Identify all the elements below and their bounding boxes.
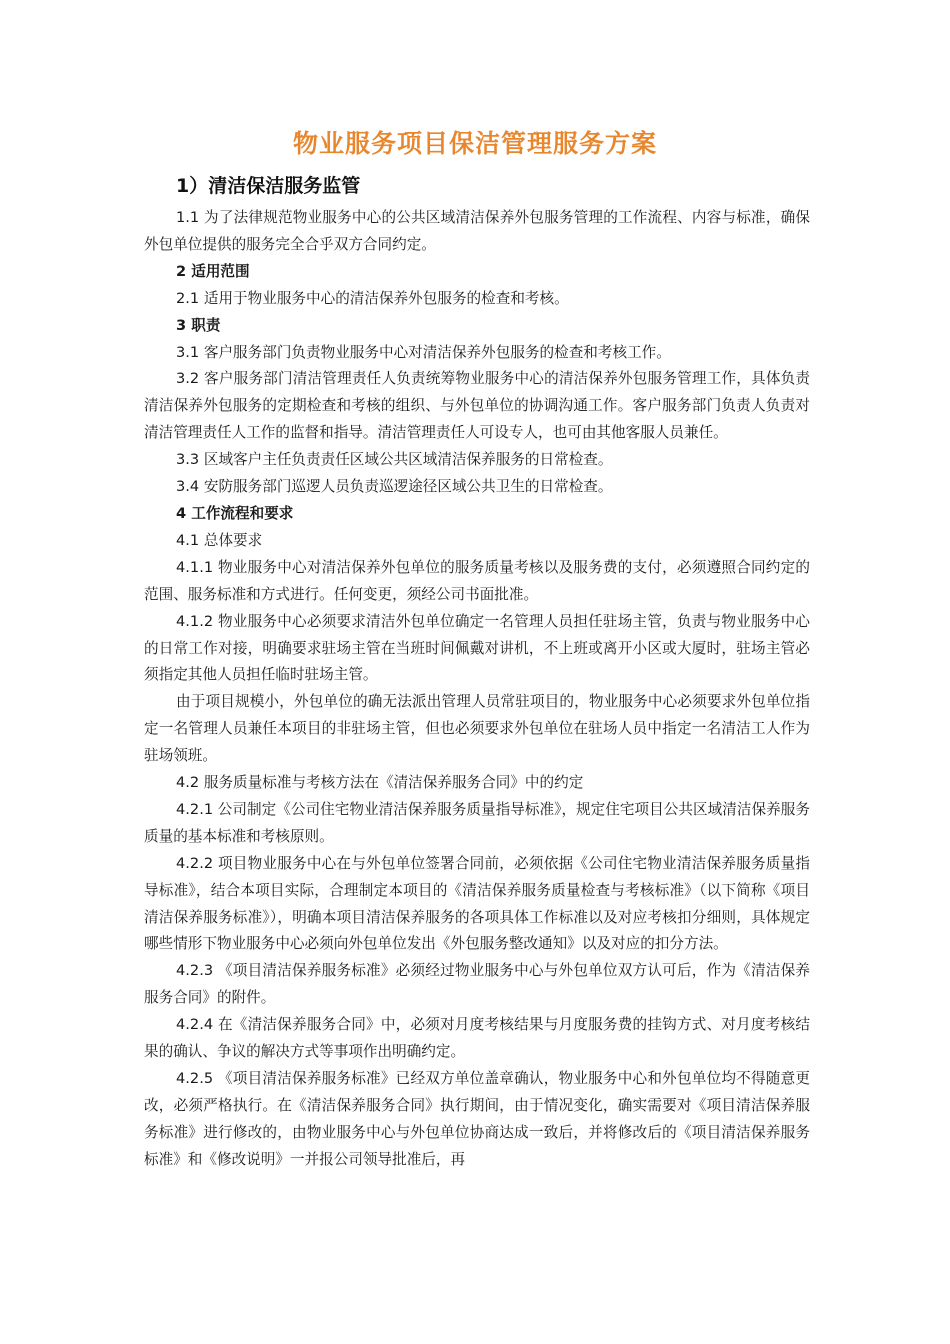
document-title: 物业服务项目保洁管理服务方案 [292,129,657,158]
subsection-heading: 3 职责 [176,316,221,334]
body-paragraph: 1.1 为了法律规范物业服务中心的公共区域清洁保养外包服务管理的工作流程、内容与标准，确保外包单位提供的服务完全合乎双方合同约定。 [144,209,810,253]
body-paragraph: 4.1.1 物业服务中心对清洁保养外包单位的服务质量考核以及服务费的支付，必须遵照合同约定的范围、服务标准和方式进行。任何变更，须经公司书面批准。 [144,558,810,603]
body-paragraph: 3.1 客户服务部门负责物业服务中心对清洁保养外包服务的检查和考核工作。 [176,343,671,361]
document-body [144,205,810,1174]
body-paragraph: 由于项目规模小，外包单位的确无法派出管理人员常驻项目的，物业服务中心必须要求外包单位指定一名管理人员兼任本项目的非驻场主管，但也必须要求外包单位在驻场人员中指定一名清洁工人作为驻场领班。 [144,693,810,765]
body-paragraph: 4.2.4 在《清洁保养服务合同》中，必须对月度考核结果与月度服务费的挂钩方式、对月度考核结果的确认、争议的解决方式等事项作出明确约定。 [144,1016,810,1061]
body-paragraph: 3.3 区域客户主任负责责任区域公共区域清洁保养服务的日常检查。 [176,451,613,469]
body-paragraph: 4.1 总体要求 [176,531,263,549]
body-paragraph: 3.4 安防服务部门巡逻人员负责巡逻途径区域公共卫生的日常检查。 [176,478,613,496]
subsection-heading: 2 适用范围 [176,262,250,280]
body-paragraph: 4.1.2 物业服务中心必须要求清洁外包单位确定一名管理人员担任驻场主管，负责与物业服务中心的日常工作对接，明确要求驻场主管在当班时间佩戴对讲机，不上班或离开小区或大厦时，驻场主管必须指定其他人员担任临时驻场主管。 [144,612,810,684]
section-heading: 1）清洁保洁服务监管 [176,175,361,197]
body-paragraph: 4.2.3 《项目清洁保养服务标准》必须经过物业服务中心与外包单位双方认可后，作为《清洁保养服务合同》的附件。 [144,962,810,1007]
body-paragraph: 4.2.5 《项目清洁保养服务标准》已经双方单位盖章确认，物业服务中心和外包单位均不得随意更改，必须严格执行。在《清洁保养服务合同》执行期间，由于情况变化，确实需要对《项目清洁保养服务标准》进行修改的，由物业服务中心与外包单位协商达成一致后，并将修改后的《项目清洁保养服务标准》和《修改说明》一并报公司领导批准后，再 [144,1070,810,1168]
body-paragraph: 4.2.1 公司制定《公司住宅物业清洁保养服务质量指导标准》，规定住宅项目公共区域清洁保养服务质量的基本标准和考核原则。 [144,800,810,845]
body-paragraph: 4.2.2 项目物业服务中心在与外包单位签署合同前，必须依据《公司住宅物业清洁保养服务质量指导标准》，结合本项目实际，合理制定本项目的《清洁保养服务质量检查与考核标准》（以下简称《项目清洁保养服务标准》），明确本项目清洁保养服务的各项具体工作标准以及对应考核扣分细则，具体规定哪些情形下物业服务中心必须向外包单位发出《外包服务整改通知》以及对应的扣分方法。 [144,854,810,953]
subsection-heading: 4 工作流程和要求 [176,504,294,522]
body-paragraph: 2.1 适用于物业服务中心的清洁保养外包服务的检查和考核。 [176,289,569,307]
body-paragraph: 4.2 服务质量标准与考核方法在《清洁保养服务合同》中的约定 [176,774,584,792]
body-paragraph: 3.2 客户服务部门清洁管理责任人负责统筹物业服务中心的清洁保养外包服务管理工作，具体负责清洁保养外包服务的定期检查和考核的组织、与外包单位的协调沟通工作。客户服务部门负责人负责对清洁管理责任人工作的监督和指导。清洁管理责任人可设专人，也可由其他客服人员兼任。 [144,370,810,442]
